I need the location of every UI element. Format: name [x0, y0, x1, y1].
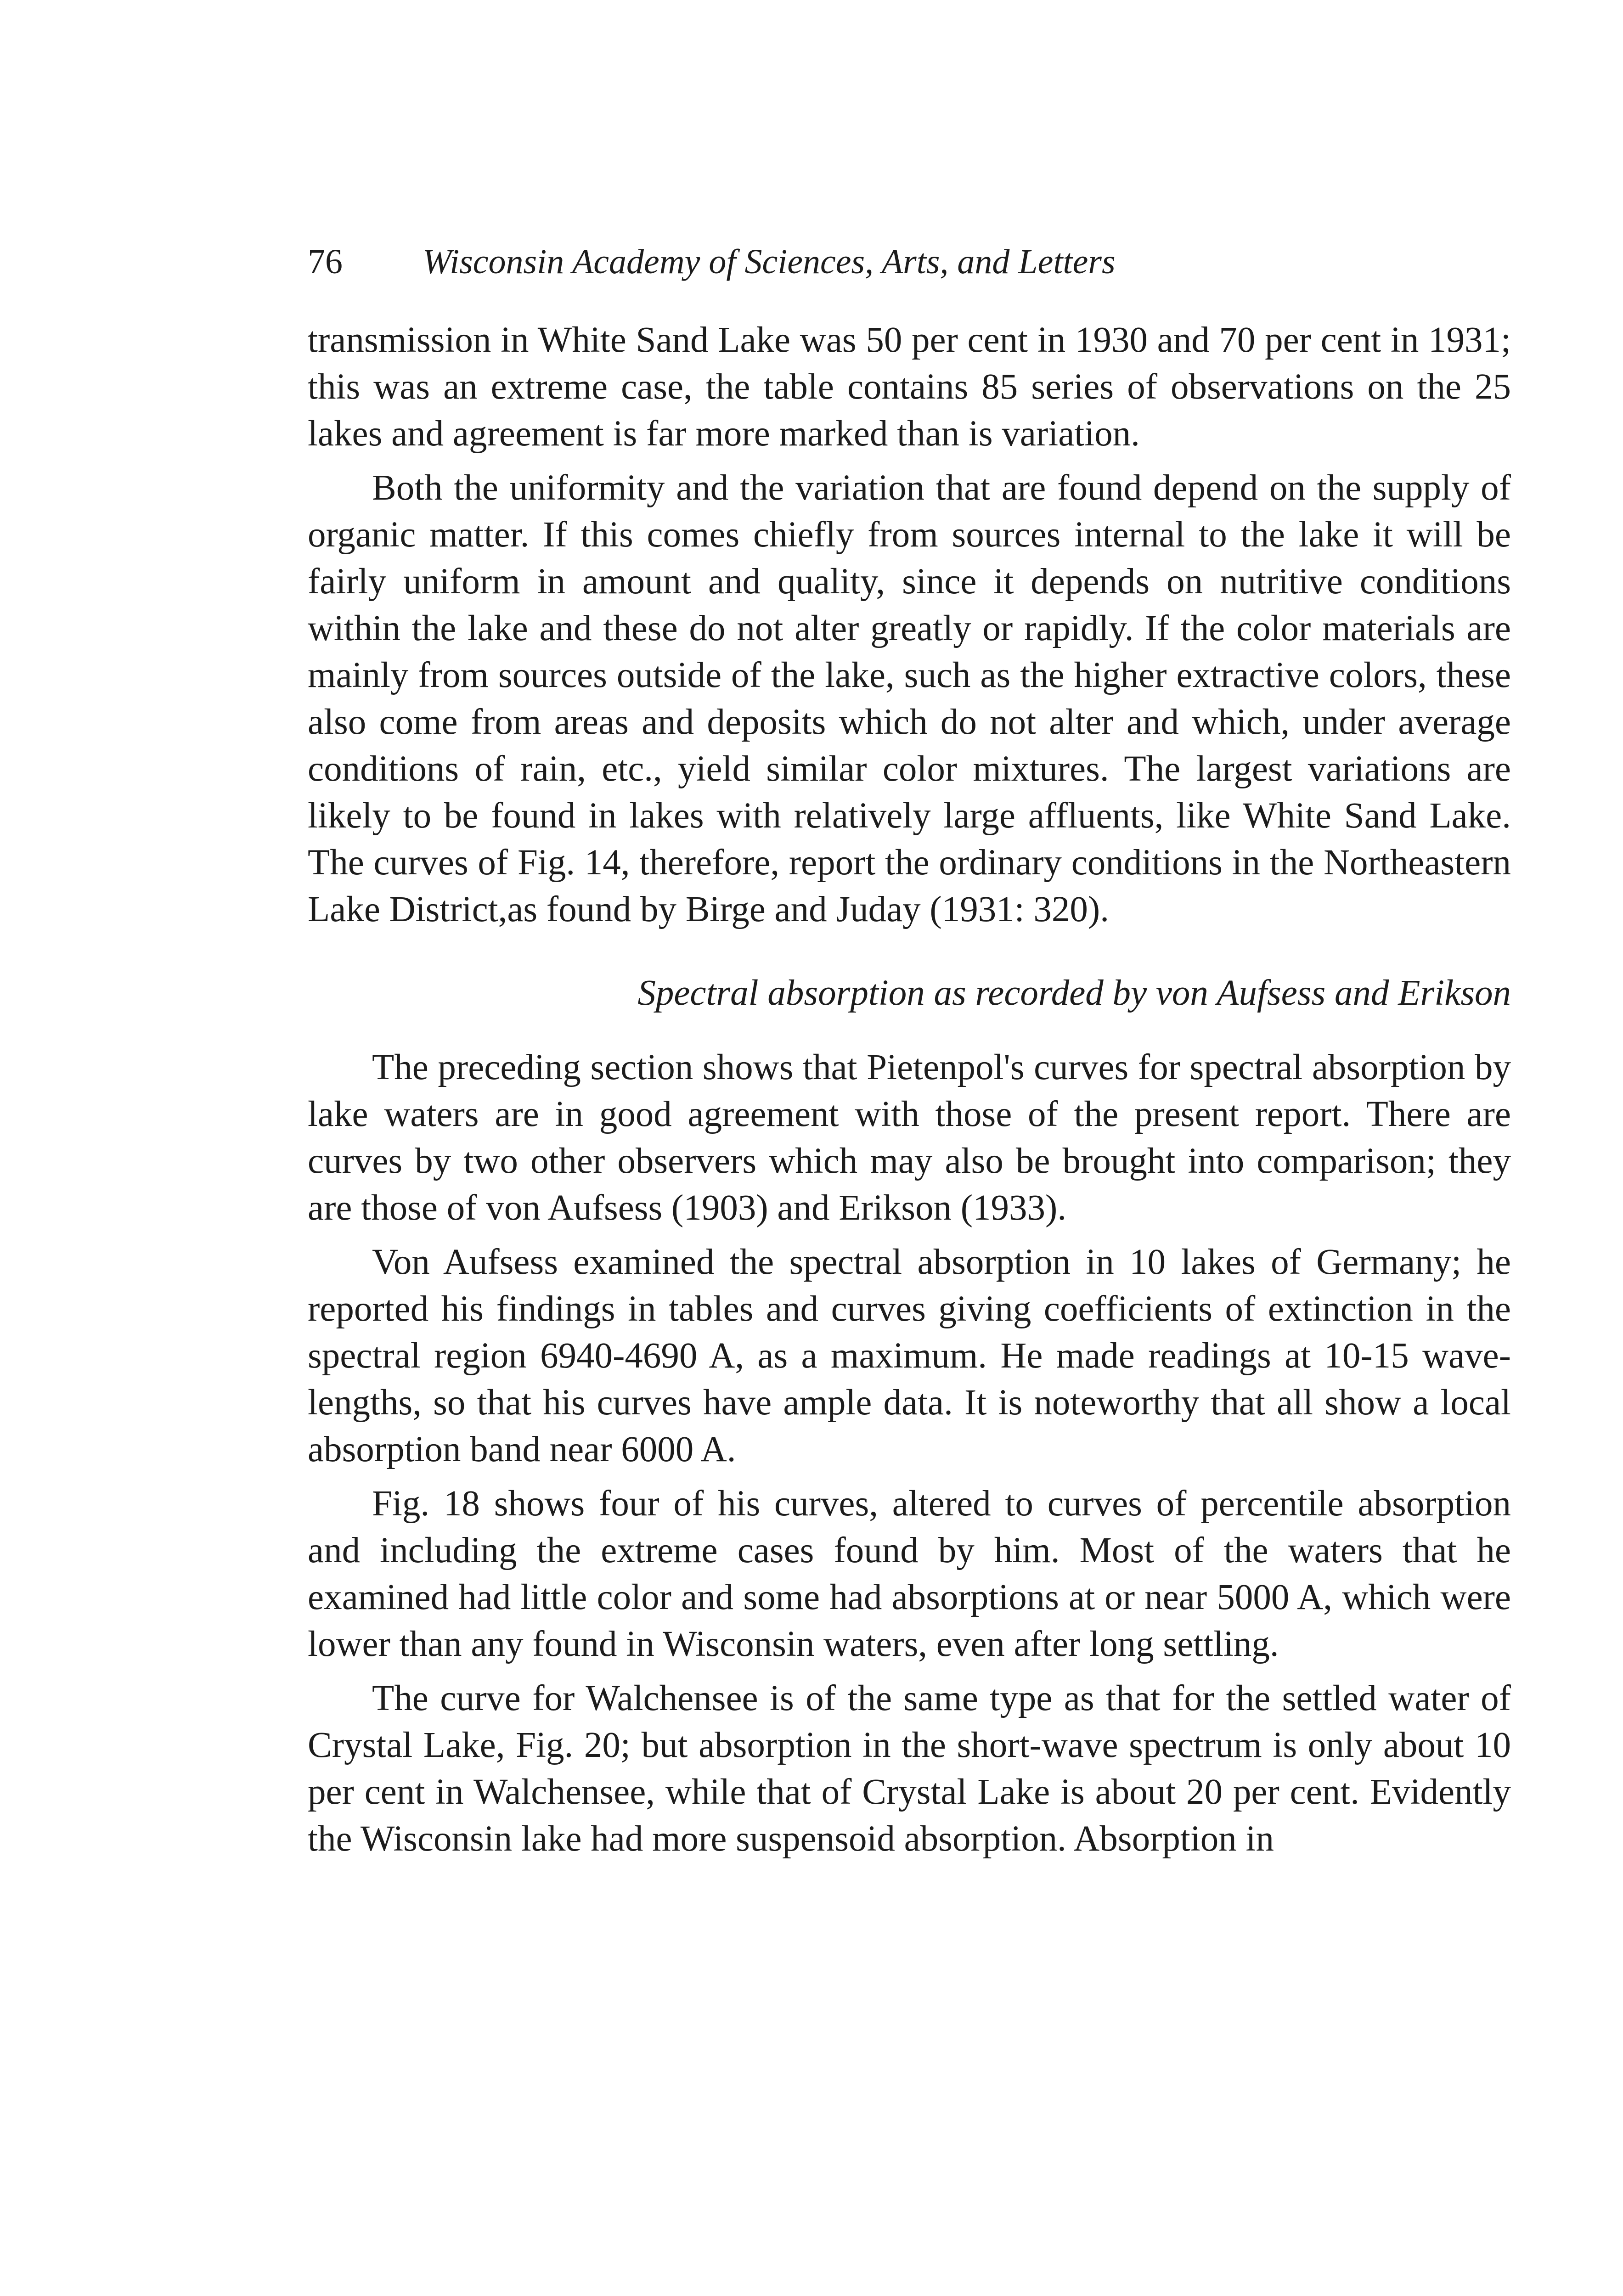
body-paragraph: The curve for Walchensee is of the same type as that for the settled water of Crystal Lake, Fig. 20; but absorption in the short-wave spectrum is only about 10 per cent in Walchensee, while that of Crystal Lake is about 20 per cent. Evidently the Wisconsin lake had more suspensoid absorption. Absorption in	[308, 1678, 1511, 1859]
body-paragraph: Fig. 18 shows four of his curves, altered to curves of percentile absorption and including the extreme cases found by him. Most of the waters that he examined had little color and some had absorptions at or near 5000 A, which were lower than any found in Wisconsin waters, even after long settling.	[308, 1484, 1511, 1664]
section-heading: Spectral absorption as recorded by von Aufsess and Erikson	[637, 973, 1511, 1013]
body-paragraph-continued: transmission in White Sand Lake was 50 per cent in 1930 and 70 per cent in 1931; this was an extreme case, the table contains 85 series of observations on the 25 lakes and agreement is far more marked than is variation.	[308, 320, 1511, 454]
document-page	[308, 239, 1511, 1870]
journal-title: Wisconsin Academy of Sciences, Arts, and Letters	[423, 242, 1116, 281]
body-paragraph: Both the uniformity and the variation that are found depend on the supply of organic matter. If this comes chiefly from sources internal to the lake it will be fairly uniform in amount and quality, since it depends on nutritive conditions within the lake and these do not alter greatly or rapidly. If the color materials are mainly from sources outside of the lake, such as the higher extractive colors, these also come from areas and deposits which do not alter and which, under average conditions of rain, etc., yield similar color mixtures. The largest variations are likely to be found in lakes with relatively large affluents, like White Sand Lake. The curves of Fig. 14, therefore, report the ordinary conditions in the Northeastern Lake District,as found by Birge and Juday (1931: 320).	[308, 468, 1511, 929]
running-head	[308, 239, 1511, 285]
body-paragraph: The preceding section shows that Pietenpol's curves for spectral absorption by lake waters are in good agreement with those of the present report. There are curves by two other observers which may also be brought into comparison; they are those of von Aufsess (1903) and Erikson (1933).	[308, 1047, 1511, 1228]
body-paragraph: Von Aufsess examined the spectral absorption in 10 lakes of Germany; he reported his findings in tables and curves giving coefficients of extinction in the spectral region 6940-4690 A, as a maximum. He made readings at 10-15 wave-lengths, so that his curves have ample data. It is noteworthy that all show a local absorption band near 6000 A.	[308, 1242, 1511, 1469]
page-number: 76	[308, 242, 343, 281]
